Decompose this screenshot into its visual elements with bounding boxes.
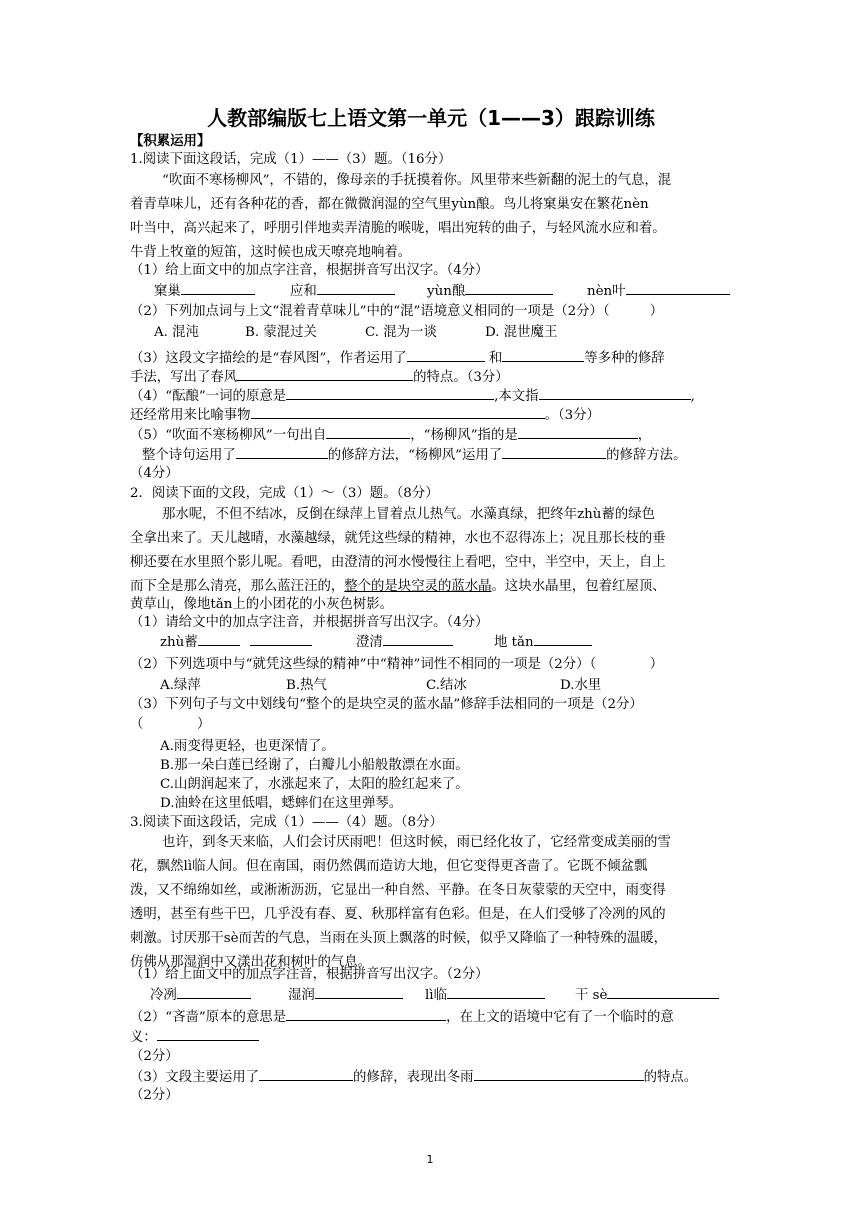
field-label: 澄清 [356,635,383,650]
answer-blank[interactable] [181,282,255,295]
q1-sub4-line2 [130,406,732,425]
q3-passage-line: 泼，又不绵绵如丝，或淅淅沥沥，它显出一种自然、平静。在冬日灰蒙蒙的天空中，雨变得 [130,883,666,898]
answer-blank[interactable] [518,426,638,439]
q3-sub1: （1）给上面文中的加点字注音，根据拼音写出汉字。（2分） [130,967,489,982]
field-label: 地 tǎn [494,635,534,650]
answer-blank[interactable] [326,426,410,439]
q1-sub1: （1）给上面文中的加点字注音，根据拼音写出汉字。（4分） [130,263,489,278]
q2-passage-line: 柳还要在水里照个影儿呢。看吧，由澄清的河水慢慢往上看吧，空中，半空中，天上，自上 [130,555,666,570]
q1-stem: 1.阅读下面这段话，完成（1）——（3）题。（16分） [130,152,452,167]
q2-sub1: （1）请给文中的加点字注音，并根据拼音写出汉字。（4分） [130,615,489,630]
q1-sub5-text: （5）“吹面不寒杨柳风”一句出自 [130,428,327,443]
answer-blank[interactable] [259,1068,353,1081]
q1-sub4-text: 还经常用来比喻事物 [130,408,251,423]
option-d[interactable]: D.水里 [560,678,602,693]
q2-underlined-sentence: 整个的是块空灵的蓝水晶 [344,579,492,594]
q3-passage-line: 花，飘然lì临人间。但在南国，雨仍然偶而造访大地，但它变得更吝啬了。它既不倾盆瓢 [130,859,648,874]
q2-sub2: （2）下列选项中与“就凭这些绿的精神”中“精神”词性不相同的一项是（2分）（ ） [130,657,664,672]
q3-sub2-points: （2分） [130,1049,179,1064]
answer-blank[interactable] [286,387,494,400]
q1-passage-line: 牛背上牧童的短笛，这时候也成天嘹亮地响着。 [130,245,412,260]
q2-stem: 2．阅读下面的文段，完成（1）～（3）题。（8分） [130,486,439,501]
answer-blank[interactable] [236,446,328,459]
answer-blank[interactable] [474,1068,644,1081]
q2-passage-text: 而下全是那么清亮，那么蓝汪汪的， [130,579,345,594]
q1-sub5-line2 [130,446,732,465]
answer-blank[interactable] [534,633,592,646]
q3-passage-line: 透明，甚至有些干巴，几乎没有春、夏、秋那样富有色彩。但是，在人们受够了冷冽的风的 [130,907,666,922]
q3-sub2-text: ，在上文的语境中它有了一个临时的意 [446,1010,674,1025]
answer-blank[interactable] [315,986,403,999]
q2-passage-text: 。这块水晶里，包着红屋顶、 [491,579,666,594]
q1-passage-line: 叶当中，高兴起来了，呼朋引伴地卖弄清脆的喉咙，唱出宛转的曲子，与轻风流水应和着。 [130,221,666,236]
field-label: yùn酿 [427,284,466,299]
q1-sub4-text: （4）“酝酿”一词的原意是 [130,389,287,404]
q2-sub3: （3）下列句子与文中划线句“整个的是块空灵的蓝水晶”修辞手法相同的一项是（2分） [130,697,643,712]
q3-sub2-text: （2）“吝啬”原本的意思是 [130,1010,287,1025]
q2-sub3-option-c[interactable]: C.山朗润起来了，水涨起来了，太阳的脸红起来了。 [160,777,469,792]
option-c[interactable]: C. 混为一谈 [365,325,437,340]
q1-sub5-text: 整个诗句运用了 [142,448,236,463]
field-label: 干 sè [575,988,608,1003]
q1-sub3-line1 [130,349,732,368]
q2-sub3-option-d[interactable]: D.油蛉在这里低唱，蟋蟀们在这里弹琴。 [160,796,403,811]
page-number: 1 [426,1153,434,1166]
q2-sub3-paren: （ ） [130,717,211,732]
q3-stem: 3.阅读下面这段话，完成（1）——（4）题。（8分） [130,815,443,830]
answer-blank[interactable] [251,406,545,419]
option-c[interactable]: C.结冰 [426,678,467,693]
q2-sub3-option-a[interactable]: A.雨变得更轻，也更深情了。 [160,739,335,754]
q1-sub4-text: ,本文指 [494,389,539,404]
q1-sub5-text: 的修辞方法，“杨柳风”运用了 [327,448,503,463]
field-label: nèn叶 [587,284,626,299]
answer-blank[interactable] [447,986,545,999]
q3-passage-line: 刺激。讨厌那干sè而苦的气息，当雨在头顶上飘落的时候，似乎又降临了一种特殊的温暖， [130,931,668,946]
q1-sub3-line2 [130,368,732,387]
answer-blank[interactable] [157,1028,259,1041]
q3-sub3-text: 的修辞，表现出冬雨 [353,1070,474,1085]
q2-passage-line: 全拿出来了。天儿越晴，水藻越绿，就凭这些绿的精神，水也不忍得冻上；况且那长枝的垂 [130,531,666,546]
q1-sub5-text: ，“杨柳风”指的是 [410,428,518,443]
q1-sub3-text: 和 [488,351,503,366]
q1-sub3-text: 手法，写出了春风 [130,370,238,385]
option-d[interactable]: D. 混世魔王 [485,325,558,340]
q1-sub3-text: 的特点。（3分） [413,370,509,385]
answer-blank[interactable] [250,633,312,646]
q3-sub3-text: 的特点。 [643,1070,698,1085]
answer-blank[interactable] [237,368,413,381]
answer-blank[interactable] [465,282,553,295]
answer-blank[interactable] [383,633,453,646]
option-b[interactable]: B.热气 [286,678,327,693]
q1-sub5-points: （4分） [130,466,179,481]
q3-passage-line: 仿佛从那湿润中又漾出花和树叶的气息。 [130,955,372,970]
answer-blank[interactable] [502,446,606,459]
answer-blank[interactable] [502,349,584,362]
q3-sub3-text: （3）文段主要运用了 [130,1070,260,1085]
q3-passage-line: 也许，到冬天来临，人们会讨厌雨吧！但这时候，雨已经化妆了，它经常变成美丽的雪 [162,835,671,850]
q1-passage-line: “吹面不寒杨柳风”，不错的，像母亲的手抚摸着你。风里带来些新翻的泥土的气息，混 [162,173,672,188]
q1-sub3-text: （3）这段文字描绘的是“春风图”，作者运用了 [130,351,407,366]
q3-sub2-line2 [130,1028,732,1047]
field-label: zhù蓄 [160,635,198,650]
q1-sub5-text: 的修辞方法。 [606,448,687,463]
q3-sub2-line1 [130,1008,732,1027]
answer-blank[interactable] [626,282,730,295]
field-label: 湿润 [288,988,315,1003]
answer-blank[interactable] [607,986,719,999]
option-b[interactable]: B. 蒙混过关 [245,325,317,340]
q3-sub3-points: （2分） [130,1088,179,1103]
q1-sub3-text: 等多种的修辞 [584,351,665,366]
answer-blank[interactable] [177,986,251,999]
answer-blank[interactable] [198,633,240,646]
field-label: 冷冽 [150,988,177,1003]
q3-sub2-text: 义： [130,1030,157,1045]
option-a[interactable]: A.绿萍 [160,678,201,693]
answer-blank[interactable] [286,1008,446,1021]
answer-blank[interactable] [317,282,395,295]
section-header: 【积累运用】 [130,134,211,149]
document-title: 人教部编版七上语文第一单元（1——3）跟踪训练 [207,106,655,130]
q1-passage-line: 着青草味儿，还有各种花的香，都在微微润湿的空气里yùn酿。鸟儿将窠巢安在繁花nèn [130,197,649,212]
q1-sub2: （2）下列加点词与上文“混着青草味儿”中的“混”语境意义相同的一项是（2分）（ ） [130,304,664,319]
answer-blank[interactable] [407,349,485,362]
q1-sub4-text: 。（3分） [544,408,600,423]
field-label: lì临 [425,988,447,1003]
q2-passage-line: 那水呢，不但不结冰，反倒在绿萍上冒着点儿热气。水藻真绿，把终年zhù蓄的绿色 [162,507,655,522]
q1-sub4-line1: （4）“酝酿”一词的原意是 ,本文指 , [130,389,695,404]
field-label: 应和 [290,284,317,299]
q2-sub3-option-b[interactable]: B.那一朵白莲已经谢了，白瓣儿小船般散漂在水面。 [160,758,469,773]
q1-sub5-text: ， [637,428,652,443]
q2-passage-line [130,578,732,596]
q3-sub3-line [130,1068,732,1087]
option-a[interactable]: A. 混沌 [154,325,199,340]
field-label: 窠巢 [154,284,181,299]
answer-blank[interactable] [539,387,691,400]
q1-sub5-line1 [130,426,732,445]
q2-passage-line: 黄草山，像地tǎn上的小团花的小灰色树影。 [130,597,394,612]
